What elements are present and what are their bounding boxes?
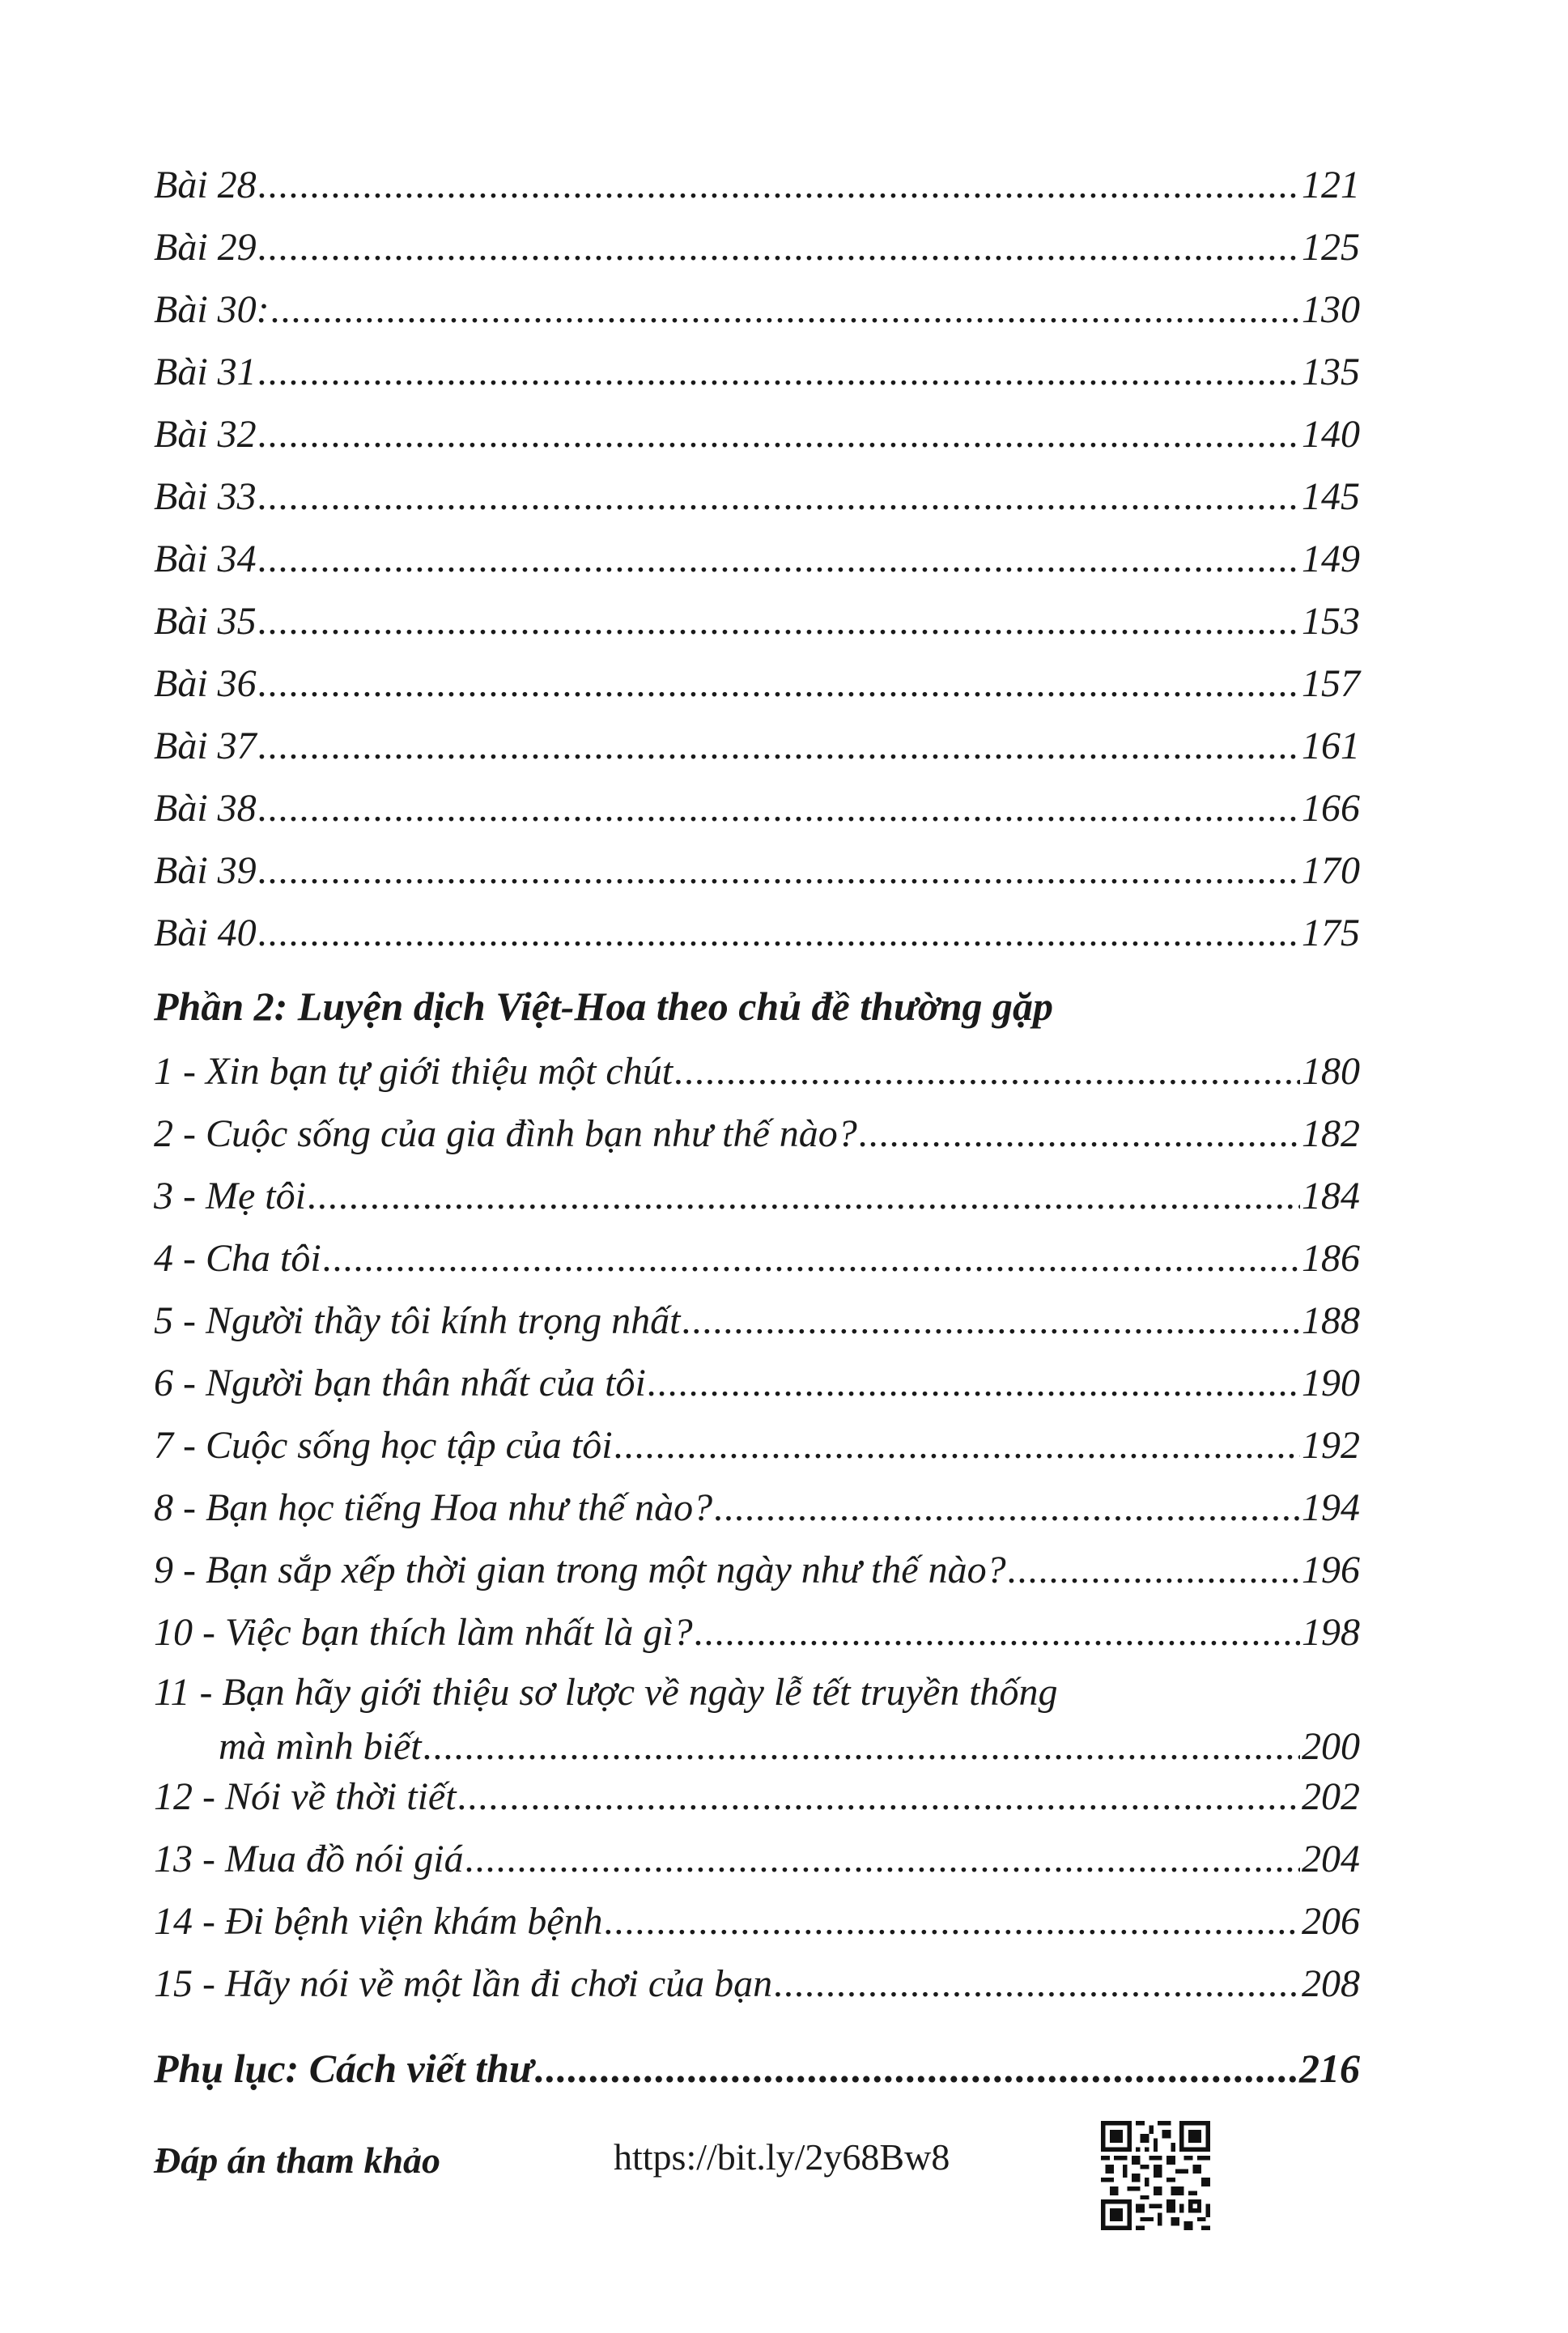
dot-leader xyxy=(308,1165,1300,1227)
toc-lesson-entry-label: Bài 37 xyxy=(154,725,257,767)
toc-topic-entry-label: 4 - Cha tôi xyxy=(154,1237,321,1280)
toc-lesson-entry xyxy=(154,216,1360,278)
toc-lesson-entry xyxy=(154,278,1360,341)
dot-leader xyxy=(774,1953,1300,2015)
appendix-label: Phụ lục: Cách viết thư xyxy=(154,2046,533,2091)
toc-lesson-entry-page: 161 xyxy=(1302,725,1360,767)
toc-topic-entry-page: 196 xyxy=(1302,1549,1360,1591)
toc-part1-list xyxy=(154,154,1360,964)
toc-lesson-entry-page: 153 xyxy=(1302,600,1360,643)
toc-topic-entry-page: 180 xyxy=(1302,1050,1360,1093)
toc-topic-entry xyxy=(154,1165,1360,1227)
toc-topic-entry-page: 192 xyxy=(1302,1424,1360,1467)
toc-item-11-line2: mà mình biết xyxy=(219,1725,422,1768)
toc-lesson-entry xyxy=(154,839,1360,902)
toc-topic-entry xyxy=(154,1601,1360,1664)
toc-topic-entry xyxy=(154,1352,1360,1414)
toc-lesson-entry xyxy=(154,341,1360,403)
toc-topic-entry-label: 14 - Đi bệnh viện khám bệnh xyxy=(154,1900,603,1943)
toc-topic-entry-label: 12 - Nói về thời tiết xyxy=(154,1775,457,1818)
toc-topic-entry-page: 202 xyxy=(1302,1775,1360,1818)
toc-topic-entry-label: 6 - Người bạn thân nhất của tôi xyxy=(154,1362,646,1404)
toc-topic-entry-page: 194 xyxy=(1302,1486,1360,1529)
toc-topic-entry xyxy=(154,1828,1360,1890)
qr-code-icon[interactable] xyxy=(1101,2121,1210,2230)
dot-leader xyxy=(648,1352,1300,1414)
dot-leader xyxy=(323,1227,1300,1290)
toc-lesson-entry-label: Bài 29 xyxy=(154,226,257,269)
answers-url[interactable]: https://bit.ly/2y68Bw8 xyxy=(614,2136,950,2178)
toc-topic-entry-label: 8 - Bạn học tiếng Hoa như thế nào? xyxy=(154,1486,713,1529)
toc-item-11-line1: 11 - Bạn hãy giới thiệu sơ lược về ngày lễ tết truyền thống xyxy=(154,1671,1058,1714)
answers-footer xyxy=(154,2121,1360,2250)
toc-lesson-entry xyxy=(154,777,1360,839)
dot-leader xyxy=(1008,1539,1300,1601)
toc-lesson-entry-page: 166 xyxy=(1302,787,1360,830)
dot-leader xyxy=(682,1290,1300,1352)
dot-leader xyxy=(605,1890,1300,1953)
toc-lesson-entry-label: Bài 30: xyxy=(154,288,270,331)
dot-leader xyxy=(714,1477,1300,1539)
dot-leader xyxy=(674,1040,1300,1103)
toc-topic-entry-label: 15 - Hãy nói về một lần đi chơi của bạn xyxy=(154,1962,773,2005)
toc-lesson-entry xyxy=(154,902,1360,964)
toc-lesson-entry xyxy=(154,465,1360,528)
toc-lesson-entry-label: Bài 34 xyxy=(154,538,257,580)
toc-topic-entry-label: 7 - Cuộc sống học tập của tôi xyxy=(154,1424,613,1467)
toc-topic-entry-page: 188 xyxy=(1302,1299,1360,1342)
toc-lesson-entry xyxy=(154,652,1360,715)
answers-label: Đáp án tham khảo xyxy=(154,2140,441,2181)
toc-lesson-entry-label: Bài 32 xyxy=(154,413,257,456)
toc-lesson-entry xyxy=(154,590,1360,652)
toc-topic-entry-page: 190 xyxy=(1302,1362,1360,1404)
toc-topic-entry xyxy=(154,1227,1360,1290)
toc-topic-entry-page: 182 xyxy=(1302,1112,1360,1155)
toc-topic-entry-label: 2 - Cuộc sống của gia đình bạn như thế nào? xyxy=(154,1112,857,1155)
toc-part2-list xyxy=(154,1040,1360,1664)
toc-topic-entry-label: 13 - Mua đồ nói giá xyxy=(154,1838,464,1880)
appendix-page: 216 xyxy=(1299,2046,1360,2091)
toc-lesson-entry-label: Bài 39 xyxy=(154,849,257,892)
toc-lesson-entry-label: Bài 33 xyxy=(154,475,257,518)
toc-topic-entry-label: 5 - Người thầy tôi kính trọng nhất xyxy=(154,1299,681,1342)
toc-lesson-entry-label: Bài 40 xyxy=(154,912,257,954)
toc-topic-entry xyxy=(154,1477,1360,1539)
toc-lesson-entry-page: 149 xyxy=(1302,538,1360,580)
toc-topic-entry-label: 3 - Mẹ tôi xyxy=(154,1175,306,1217)
toc-topic-entry xyxy=(154,1290,1360,1352)
toc-lesson-entry xyxy=(154,528,1360,590)
dot-leader xyxy=(258,652,1300,715)
appendix-entry xyxy=(154,2038,1360,2100)
dot-leader xyxy=(458,1766,1300,1828)
toc-topic-entry-page: 208 xyxy=(1302,1962,1360,2005)
toc-topic-entry xyxy=(154,1103,1360,1165)
toc-topic-entry-page: 186 xyxy=(1302,1237,1360,1280)
toc-topic-entry xyxy=(154,1766,1360,1828)
toc-topic-entry-label: 1 - Xin bạn tự giới thiệu một chút xyxy=(154,1050,674,1093)
toc-topic-entry xyxy=(154,1414,1360,1477)
toc-topic-entry xyxy=(154,1040,1360,1103)
dot-leader xyxy=(271,278,1300,341)
dot-leader xyxy=(258,465,1300,528)
dot-leader xyxy=(258,902,1300,964)
toc-topic-entry-label: 10 - Việc bạn thích làm nhất là gì? xyxy=(154,1611,693,1654)
dot-leader xyxy=(258,341,1300,403)
part2-heading: Phần 2: Luyện dịch Việt-Hoa theo chủ đề thường gặp xyxy=(154,984,1054,1029)
toc-lesson-entry xyxy=(154,403,1360,465)
dot-leader xyxy=(258,403,1300,465)
toc-lesson-entry-label: Bài 31 xyxy=(154,351,257,393)
toc-lesson-entry-label: Bài 38 xyxy=(154,787,257,830)
table-of-contents xyxy=(154,154,1360,2100)
toc-topic-entry-page: 204 xyxy=(1302,1838,1360,1880)
toc-lesson-entry-page: 121 xyxy=(1302,164,1360,206)
toc-lesson-entry-label: Bài 36 xyxy=(154,662,257,705)
toc-lesson-entry-label: Bài 28 xyxy=(154,164,257,206)
dot-leader xyxy=(258,590,1300,652)
toc-topic-entry-page: 198 xyxy=(1302,1611,1360,1654)
toc-lesson-entry-page: 175 xyxy=(1302,912,1360,954)
toc-topic-entry xyxy=(154,1890,1360,1953)
toc-topic-entry-page: 206 xyxy=(1302,1900,1360,1943)
dot-leader xyxy=(258,154,1300,216)
dot-leader xyxy=(465,1828,1300,1890)
toc-part2b-list xyxy=(154,1766,1360,2015)
dot-leader xyxy=(695,1601,1300,1664)
dot-leader xyxy=(859,1103,1300,1165)
toc-lesson-entry-page: 145 xyxy=(1302,475,1360,518)
toc-lesson-entry-label: Bài 35 xyxy=(154,600,257,643)
toc-lesson-entry-page: 157 xyxy=(1302,662,1360,705)
dot-leader xyxy=(258,528,1300,590)
toc-topic-entry-label: 9 - Bạn sắp xếp thời gian trong một ngày như thế nào? xyxy=(154,1549,1006,1591)
toc-lesson-entry xyxy=(154,715,1360,777)
toc-lesson-entry-page: 135 xyxy=(1302,351,1360,393)
dot-leader xyxy=(258,777,1300,839)
toc-lesson-entry xyxy=(154,154,1360,216)
dot-leader xyxy=(258,839,1300,902)
toc-lesson-entry-page: 130 xyxy=(1302,288,1360,331)
toc-lesson-entry-page: 140 xyxy=(1302,413,1360,456)
toc-item-11 xyxy=(154,1664,1360,1766)
dot-leader xyxy=(258,216,1300,278)
toc-topic-entry xyxy=(154,1539,1360,1601)
toc-topic-entry xyxy=(154,1953,1360,2015)
dot-leader xyxy=(535,2038,1298,2100)
dot-leader xyxy=(258,715,1300,777)
toc-lesson-entry-page: 170 xyxy=(1302,849,1360,892)
toc-item-11-page: 200 xyxy=(1302,1725,1360,1768)
toc-lesson-entry-page: 125 xyxy=(1302,226,1360,269)
dot-leader xyxy=(614,1414,1300,1477)
toc-topic-entry-page: 184 xyxy=(1302,1175,1360,1217)
